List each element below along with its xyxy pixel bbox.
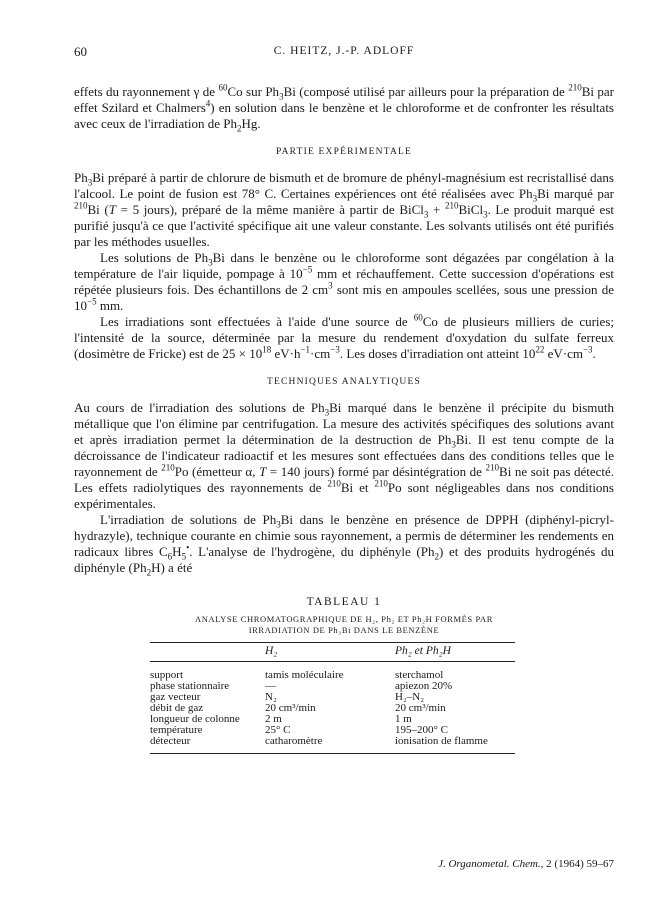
table-cell: 25° C [265, 724, 291, 736]
section-title-techniques: TECHNIQUES ANALYTIQUES [267, 377, 421, 387]
table-cell: apiezon 20% [395, 680, 453, 692]
journal-footer [438, 858, 614, 870]
table-cell: 20 cm³/min [265, 702, 316, 714]
experimental-paragraph-1: $Ph_3Bi$ préparé à partir de chlorure de bismuth et de bromure de phényl-magnésium est recristallisé dans l'alcool. Le point de fusion est 78° C. Certaines expériences ont été réalisées avec $Ph_3Bi$ marqué par $^{210}$Bi (T = 5 jours), préparé de la même manière à partir de BiCl$_3$ + $^{210}$BiCl$_3$. Le produit marqué est purifié jusqu'à ce que l'activité spécifique ait une valeur constante. Les solvants utilisés ont été purifiés par les méthodes usuelles. [74, 170, 614, 249]
article-body [74, 84, 614, 754]
journal-name: J. Organometal. Chem. [438, 858, 541, 870]
table-cell: 195–200° C [395, 724, 448, 736]
techniques-paragraph-1: Au cours de l'irradiation des solutions de $Ph_3Bi$ marqué dans le benzène il précipite du bismuth métallique que l'on élimine par centrifugation. La mesure des activités spécifiques des solutions avant et après irradiation permet la détermination de la destruction de $Ph_3Bi$. Il est tenu compte de la décroissance de l'indicateur radioactif et les mesures sont effectuées dans des conditions telles que le rayonnement de $^{210}$Po (émetteur α, T = 140 jours) formé par désintégration de $^{210}$Bi ne soit pas détecté. Les effets radiolytiques des rayonnements de $^{210}$Bi et $^{210}$Po sont négligeables dans nos conditions expérimentales. [74, 400, 615, 511]
table-row [150, 714, 515, 725]
table-cell: tamis moléculaire [265, 669, 344, 681]
table-row [150, 736, 515, 754]
table-cell: sterchamol [395, 669, 444, 681]
journal-ref: , 2 (1964) 59–67 [540, 858, 614, 870]
page-header [74, 44, 614, 64]
experimental-paragraph-3: Les irradiations sont effectuées à l'aide d'une source de $^{60}$Co de plusieurs milliers de curies; l'intensité de la source, déterminée par la mesure du rendement d'oxydation du sulfate ferreux (dosimètre de Fricke) est de $25 \times 10^{18}$ $eV\cdot h^{-1}\cdot cm^{-3}$. Les doses d'irradiation ont atteint $10^{22}$ $eV\cdot cm^{-3}$. [74, 312, 614, 361]
table-cell: phase stationnaire [150, 680, 230, 692]
table-cell: longueur de colonne [150, 713, 240, 725]
table-cell: H₂–N₂ [395, 691, 425, 703]
table-header-cell [150, 643, 265, 662]
section-title-experimental: PARTIE EXPÉRIMENTALE [275, 147, 413, 157]
table-cell: catharomètre [265, 735, 323, 747]
table-header-cell: Ph₂ et Ph₂H [395, 645, 451, 657]
table-caption-line-1: ANALYSE CHROMATOGRAPHIQUE DE H₂, Ph₂ ET Ph₂H FORMÉS PAR [194, 614, 494, 624]
table-caption-line-2: IRRADIATION DE Ph₃Bi DANS LE BENZÈNE [248, 625, 440, 635]
table-cell: 1 m [395, 713, 412, 725]
table-row [150, 681, 515, 692]
table-cell: N₂ [265, 691, 277, 703]
table-1 [74, 594, 614, 754]
table-row [150, 692, 515, 703]
table-title: TABLEAU 1 [306, 596, 382, 608]
table-cell: support [150, 669, 183, 681]
table-cell: 2 m [265, 713, 282, 725]
table-row [150, 662, 515, 682]
techniques-paragraph-2: L'irradiation de solutions de $Ph_3Bi$ dans le benzène en présence de DPPH (diphényl-picryl-hydrazyle), technique courante en chimie sous rayonnement, a permis de déterminer les rendements en radicaux libres $C_6H_5^•$. L'analyse de l'hydrogène, du diphényle $(Ph_2)$ et des produits hydrogénés du diphényle $(Ph_2H)$ a été [74, 512, 615, 578]
table-header-cell: H₂ [265, 645, 278, 657]
chromatography-table [150, 642, 515, 754]
table-cell: gaz vecteur [150, 691, 201, 703]
table-cell: température [150, 724, 203, 736]
table-cell: — [265, 680, 276, 692]
table-cell: détecteur [150, 735, 191, 747]
table-header-row [150, 643, 515, 662]
experimental-paragraph-2: Les solutions de $Ph_3Bi$ dans le benzène ou le chloroforme sont dégazées par congélation à la température de l'air liquide, pompage à $10^{-5}$ mm et réchauffement. Cette succession d'opérations est répétée plusieurs fois. Des échantillons de 2 $cm^3$ sont mis en ampoules scellées, sous une pression de $10^{-5}$ mm. [74, 250, 614, 313]
intro-paragraph: effets du rayonnement γ de $^{60}$Co sur $Ph_3Bi$ (composé utilisé par ailleurs pour la préparation de $^{210}$Bi par effet Szilard et Chalmers$^4$) en solution dans le benzène et le chloroforme et de confronter les résultats avec ceux de l'irradiation de $Ph_2Hg$. [74, 82, 615, 134]
table-cell: 20 cm³/min [395, 702, 446, 714]
table-cell: débit de gaz [150, 702, 204, 714]
table-caption [74, 614, 614, 636]
table-cell: ionisation de flamme [395, 735, 488, 747]
page-number: 60 [74, 44, 87, 59]
running-head-authors: C. HEITZ, J.-P. ADLOFF [273, 45, 415, 57]
